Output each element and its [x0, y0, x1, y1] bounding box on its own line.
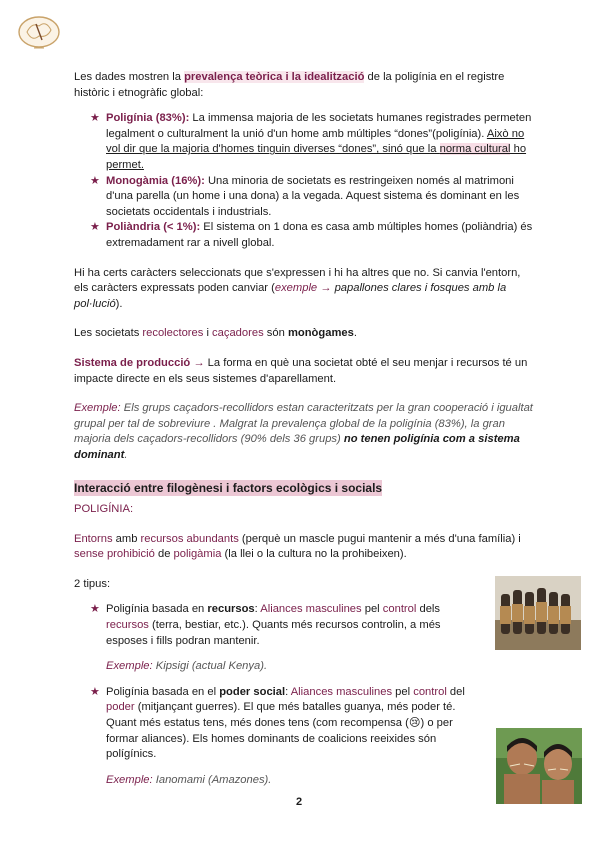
- arrow-icon: →: [317, 282, 335, 295]
- list-item-polygyny: [74, 111, 534, 173]
- type-m3: poder: [106, 701, 135, 714]
- example-hunter-gatherers: [74, 401, 534, 463]
- societies-paragraph: [74, 326, 534, 342]
- type-m2: control: [413, 685, 447, 698]
- example-yanomami: [74, 773, 534, 789]
- example-text: Kipsigi (actual Kenya).: [152, 660, 268, 673]
- example-bold: no tenen poligínia com a sistema dominant: [74, 433, 520, 461]
- star-icon: ★: [90, 174, 100, 187]
- type-pre: Poligínia basada en: [106, 603, 208, 616]
- envs-t3: de: [154, 548, 174, 561]
- polygyny-underline-end: ho permet.: [106, 143, 527, 171]
- intro-text: Les dades mostren la: [74, 71, 185, 83]
- yanomami-photo: [496, 728, 582, 804]
- type-m1: Aliances masculines: [290, 685, 393, 698]
- type-t3: (terra, bestiar, etc.). Quants més recursos controlin, a més esposes i fills podran mantenir.: [106, 619, 441, 647]
- example-label: Exemple:: [106, 660, 153, 673]
- envs-word: Entorns: [74, 532, 113, 545]
- section-subtitle: POLIGÍNIA:: [74, 503, 134, 516]
- type-m3: recursos: [106, 619, 149, 632]
- list-item-social-power: [74, 685, 534, 763]
- types-label: 2 tipus:: [74, 577, 111, 590]
- example-kipsigi: [74, 659, 534, 675]
- monogamy-text: Una minoria de societats es restringeixen només al matrimoni d'una parella (un home i una dona) a la vegada. Aquest sistema és dominant en les societats occidentals i industrials.: [106, 174, 520, 218]
- document-body: [74, 70, 534, 788]
- type-t1: pel: [361, 603, 383, 616]
- production-term: Sistema de producció: [74, 356, 191, 369]
- societies-and: i: [203, 327, 213, 340]
- star-icon: ★: [90, 221, 100, 234]
- type-colon: :: [254, 603, 261, 616]
- term-polygyny: Poligínia (83%):: [106, 112, 190, 125]
- marriage-systems-list: [74, 111, 534, 251]
- star-icon: ★: [90, 603, 100, 616]
- polygyny-cultural-norm: norma cultural: [439, 143, 511, 156]
- environments-paragraph: [74, 532, 534, 563]
- monogamous-word: monògames: [287, 327, 354, 340]
- polyandry-text: El sistema on 1 dona es casa amb múltiples homes (poliàndria) és extremadament rar a nivell global.: [106, 221, 533, 249]
- star-icon: ★: [90, 685, 100, 698]
- list-item-polyandry: [74, 220, 534, 251]
- type-t2: del: [446, 685, 465, 698]
- traits-close: ).: [115, 297, 123, 310]
- type-t2: dels: [416, 603, 441, 616]
- example-label: Exemple:: [74, 402, 121, 415]
- star-icon: ★: [90, 112, 100, 125]
- list-item-resources: [74, 602, 534, 649]
- societies-end: .: [353, 327, 357, 340]
- traits-example-text: papallones clares i fosques amb la pol·lució: [74, 282, 507, 310]
- production-text: La forma en què una societat obté el seu menjar i recursos té un impacte directe en els seus sistemes d'aparellament.: [74, 356, 528, 385]
- term-monogamy: Monogàmia (16%):: [106, 174, 205, 187]
- envs-t4: (la llei o la cultura no la prohibeixen).: [221, 548, 407, 561]
- list-item-monogamy: [74, 174, 534, 221]
- societies-are: són: [263, 327, 288, 340]
- intro-text-end: de la poligínia en el registre històric i etnogràfic global:: [74, 71, 505, 99]
- type-t3: (mitjançant guerres). El que més batalles guanya, més poder té. Quant més estatus tens, més dones tens (com recompensa (😢) o per formar aliances). Els homes dominants de coalicions reeixides són polígínics.: [106, 701, 456, 761]
- example-label: Exemple:: [106, 773, 153, 786]
- kipsigi-photo: [495, 576, 581, 650]
- traits-example-word: exemple: [274, 282, 318, 295]
- no-prohibition: sense prohibició: [74, 548, 155, 561]
- polygyny-underline: Això no vol dir que la majoria d'homes tinguin diverses “dones”, sinó que la: [106, 127, 525, 156]
- example-end: .: [124, 448, 128, 461]
- polygyny-text: La immensa majoria de les societats humanes registrades permeten legalment o culturalment la unió d'un home amb múltiples “dones”(poligínia).: [106, 112, 532, 140]
- traits-text: Hi ha certs caràcters seleccionats que s'expressen i hi ha altres que no. Si canvia l'entorn, els caràcters expressats poden canviar (: [74, 266, 521, 295]
- page-number: 2: [296, 796, 303, 808]
- section-heading: [74, 481, 534, 498]
- type-colon: :: [285, 685, 291, 698]
- intro-highlight: prevalença teòrica i la idealització: [184, 71, 365, 83]
- type-m2: control: [382, 603, 417, 616]
- societies-text: Les societats: [74, 327, 143, 340]
- abundant-resources: recursos abundants: [140, 532, 239, 545]
- gatherers-word: recolectores: [142, 327, 204, 340]
- types-list-2: [74, 685, 534, 763]
- production-paragraph: [74, 356, 534, 387]
- example-text: Els grups caçadors-recollidors estan caracteritzats per la gran cooperació i igualtat grupal per tal de sobreviure . Malgrat la prevalença global de la poligínia (83%), la gran majoria dels caçadors-recollidors (90% dels 36 grups): [74, 402, 533, 446]
- types-list: [74, 602, 534, 649]
- brain-logo-icon: [14, 12, 64, 56]
- term-polyandry: Poliàndria (< 1%):: [106, 221, 201, 234]
- arrow-icon: →: [190, 356, 208, 369]
- envs-t1: amb: [112, 532, 141, 545]
- type-pre: Poligínia basada en el: [106, 685, 220, 698]
- type-m1: Aliances masculines: [260, 603, 362, 616]
- intro-paragraph: [74, 70, 534, 101]
- type-t1: pel: [392, 685, 414, 698]
- section-title: Interacció entre filogènesi i factors ecològics i socials: [74, 481, 383, 496]
- hunters-word: caçadores: [212, 327, 264, 340]
- polygamy-word: poligàmia: [173, 548, 222, 561]
- example-text: Ianomami (Amazones).: [152, 773, 272, 786]
- envs-t2: (perquè un mascle pugui mantenir a més d'una família) i: [238, 532, 521, 545]
- type-bold: recursos: [207, 603, 255, 616]
- traits-paragraph: [74, 266, 534, 313]
- type-bold: poder social: [219, 685, 286, 698]
